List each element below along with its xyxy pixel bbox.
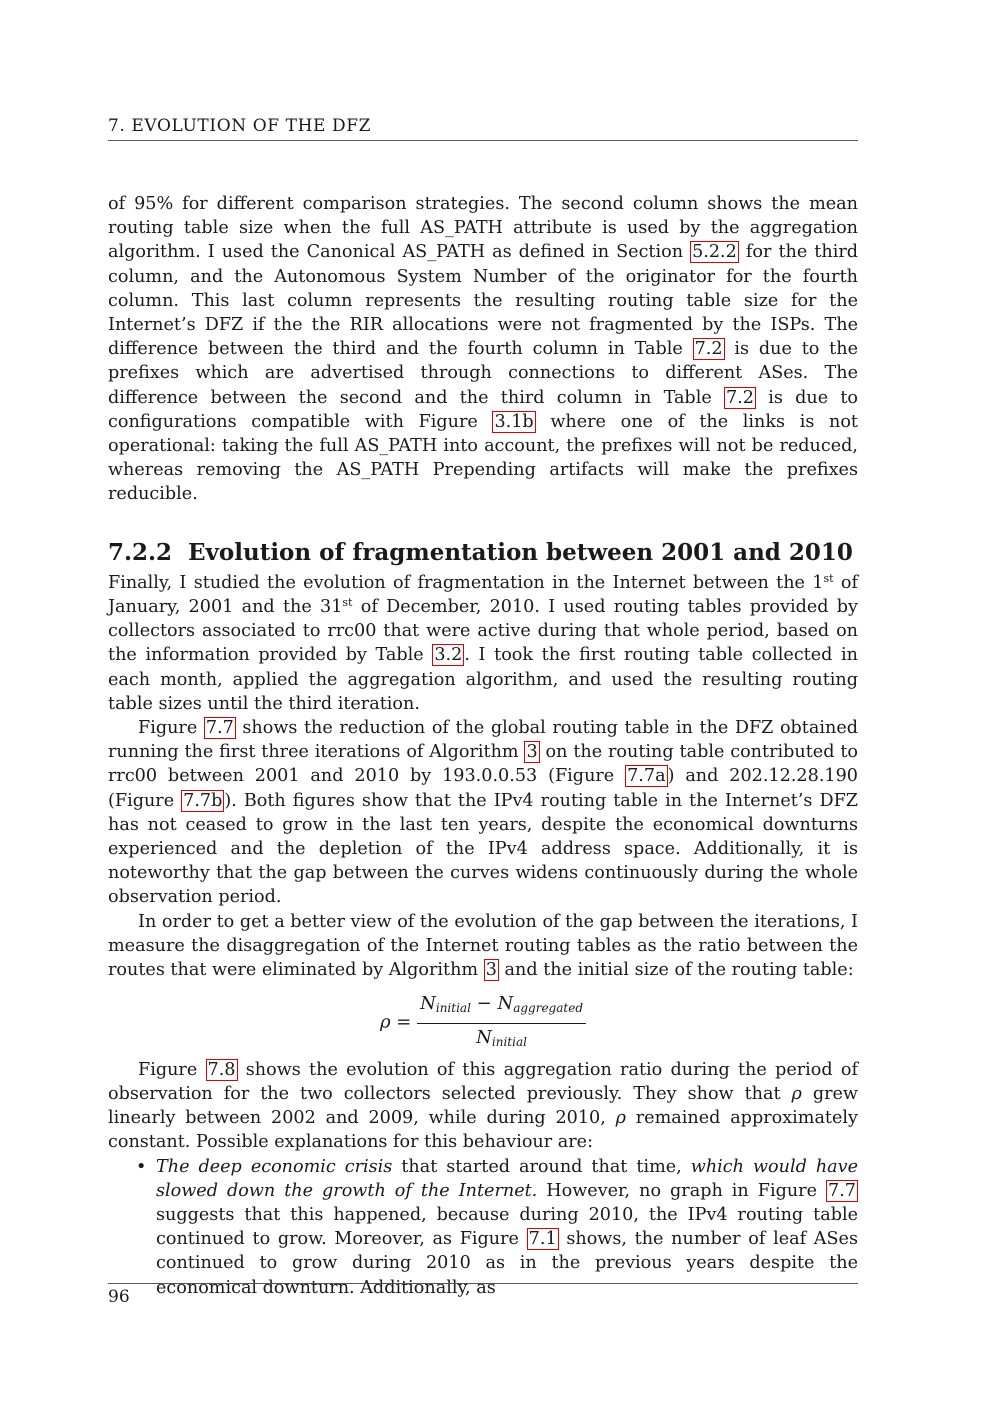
table-ref-link[interactable]: 3.2 [434,645,463,666]
figure-ref-link[interactable]: 7.7b [183,790,223,811]
section-title: Evolution of fragmentation between 2001 and 2010 [188,538,853,566]
page-number: 96 [108,1287,130,1307]
explanations-list [108,1155,858,1300]
section-heading [108,538,858,566]
formula-fraction: $\frac{N_{initial} - N_{aggregated}}{N_{initial}}$ [417,992,586,1053]
paragraph-1: of 95% for different comparison strategies. The second column shows the mean routing table size when the full AS_PATH attribute is used by the aggregation algorithm. I used the Canonical AS_PATH as defined in Section 5.2.2 for the third column, and the Autonomous System Number of the originator for the fourth column. This last column represents the resulting routing table size for the Internet’s DFZ if the the RIR allocations were not fragmented by the ISPs. The difference between the third and the fourth column in Table 7.2 is due to the prefixes which are advertised through connections to different ASes. The difference between the second and the third column in Table 7.2 is due to configurations compatible with Figure 3.1b where one of the links is not operational: taking the full AS_PATH into account, the prefixes will not be reduced, whereas removing the AS_PATH Prepending artifacts will make the prefixes reducible. [108,194,859,505]
algorithm-ref-link[interactable]: 3 [526,742,538,763]
section-ref-link[interactable]: 5.2.2 [692,242,737,263]
figure-ref-link[interactable]: 7.7 [205,718,234,739]
section-number: 7.2.2 [108,538,173,566]
paragraph-5: Figure 7.8 shows the evolution of this aggregation ratio during the period of observation for the two collectors selected previously. They show that ρ grew linearly between 2002 and 2009, while during 2010, ρ remained approximately constant. Possible explanations for this behaviour are: [108,1059,858,1153]
bullet-icon: • [136,1156,147,1177]
aggregation-ratio-formula: ρ = $\frac{N_{initial} - N_{aggregated}}{N_{initial}}$ [108,992,858,1053]
body-text [108,192,858,1300]
page-footer [108,1283,858,1307]
table-ref-link[interactable]: 7.2 [725,387,754,408]
figure-ref-link[interactable]: 7.8 [207,1059,236,1080]
figure-ref-link[interactable]: 7.1 [528,1229,557,1250]
figure-ref-link[interactable]: 7.7a [627,766,666,787]
paragraph-3: Figure 7.7 shows the reduction of the global routing table in the DFZ obtained running the first three iterations of Algorithm 3 on the routing table contributed to rrc00 between 2001 and 2010 by 193.0.0.53 (Figure 7.7a ) and 202.12.28.190 (Figure 7.7b ). Both figures show that the IPv4 routing table in the Internet’s DFZ has not ceased to grow in the last ten years, despite the economical downturns experienced and the depletion of the IPv4 address space. Additionally, it is noteworthy that the gap between the curves widens continuously during the whole observation period. [108,718,858,908]
running-header [108,116,858,141]
algorithm-ref-link[interactable]: 3 [485,960,497,981]
paragraph-2: Finally, I studied the evolution of fragmentation in the Internet between the 1st of January, 2001 and the 31st of December, 2010. I used routing tables provided by collectors associated to rrc00 that were active during that whole period, based on the information provided by Table 3.2 . I took the first routing table collected in each month, applied the aggregation algorithm, and used the resulting routing table sizes until the third iteration. [108,571,858,714]
paragraph-4: In order to get a better view of the evolution of the gap between the iterations, I measure the disaggregation of the Internet routing tables as the ratio between the routes that were eliminated by Algorithm 3 and the initial size of the routing table: [108,911,858,981]
figure-ref-link[interactable]: 7.7 [828,1180,856,1201]
figure-ref-link[interactable]: 3.1b [494,411,534,432]
running-title: 7. EVOLUTION OF THE DFZ [108,116,372,136]
table-ref-link[interactable]: 7.2 [694,339,723,360]
list-item: • The deep economic crisis that started around that time, which would have slowed down the growth of the Internet. However, no graph in Figure 7.7 suggests that this happened, because during 2010, the IPv4 routing table continued to grow. Moreover, as Figure 7.1 shows, the number of leaf ASes continued to grow during 2010 as in the previous years despite the economical downturn. Additionally, as [136,1156,858,1298]
